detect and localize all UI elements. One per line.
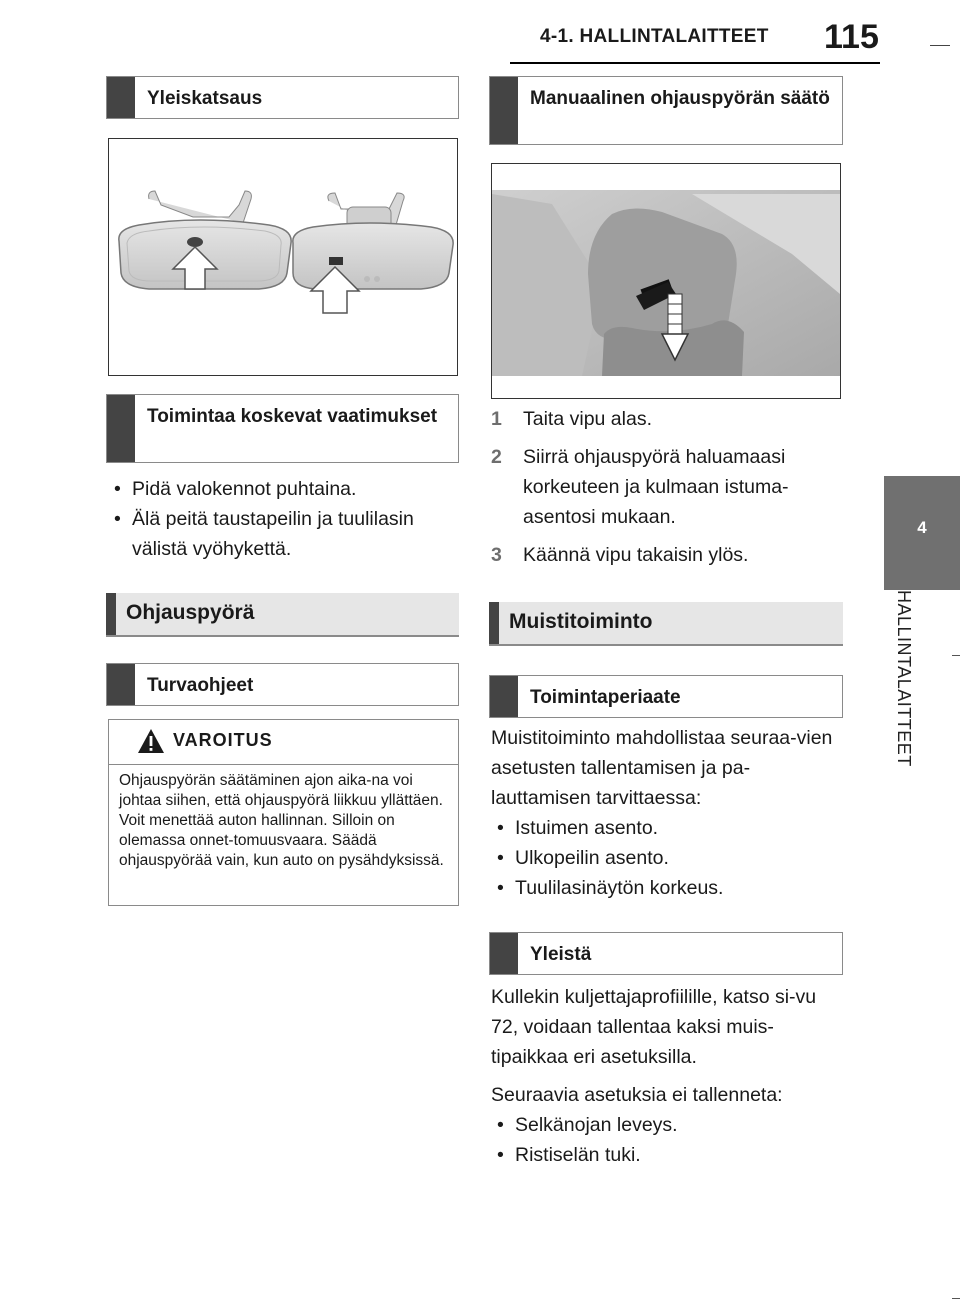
list-item: • Selkänojan leveys.: [491, 1110, 833, 1140]
warning-text: Ohjauspyörän säätäminen ajon aika-na voi johtaa siihen, että ohjauspyörä liikkuu yllättäen. Voit menettää auton hallinnan. Silloin on olemassa onnet-tomuusvaara. Säädä ohjauspyörää vain, kun auto on pysähdyksissä.: [119, 772, 444, 869]
overview-heading-box: [106, 76, 459, 119]
light-sensor-icon: [329, 257, 343, 265]
chapter-title: HALLINTALAITTEET: [894, 590, 914, 767]
list-item: 1 Taita vipu alas.: [491, 408, 652, 430]
manual-heading: Manuaalinen ohjauspyörän säätö: [530, 88, 830, 109]
general-heading-box: [489, 932, 843, 975]
list-item: • Ulkopeilin asento.: [491, 843, 833, 873]
memory-heading: Muistitoiminto: [509, 610, 653, 633]
warning-box: [108, 719, 459, 906]
safety-heading-box: [106, 663, 459, 706]
list-item: 3 Käännä vipu takaisin ylös.: [491, 544, 749, 566]
section-title: 4-1. HALLINTALAITTEET: [540, 26, 769, 47]
list-item: • Tuulilasinäytön korkeus.: [491, 873, 833, 903]
side-tick: [952, 655, 960, 656]
list-item: • Älä peitä taustapeilin ja tuulilasin välistä vyöhykettä.: [108, 504, 458, 564]
steering-heading-box: [106, 593, 459, 637]
safety-heading: Turvaohjeet: [147, 675, 254, 696]
requirements-heading-box: [106, 394, 459, 463]
overview-heading: Yleiskatsaus: [147, 88, 263, 109]
header-tick: [930, 45, 950, 46]
chapter-number: 4: [917, 518, 927, 537]
principle-heading: Toimintaperiaate: [530, 687, 681, 708]
manual-heading-box: [489, 76, 843, 145]
list-item: 2 Siirrä ohjauspyörä haluamaasi korkeuteen ja kulmaan istuma-asentosi mukaan.: [491, 446, 789, 528]
principle-intro: Muistitoiminto mahdollistaa seuraa-vien asetusten tallentamisen ja pa-lauttamisen tarvittaessa:: [491, 727, 833, 809]
not-saved-intro: Seuraavia asetuksia ei tallenneta:: [491, 1084, 783, 1106]
steering-column-illustration: [492, 164, 840, 398]
page-number: 115: [824, 18, 879, 56]
general-heading: Yleistä: [530, 944, 592, 965]
list-item: • Pidä valokennot puhtaina.: [108, 474, 458, 504]
general-text: Kullekin kuljettajaprofiilille, katso si-vu 72, voidaan tallentaa kaksi muis-tipaikkaa eri asetuksilla.: [491, 986, 817, 1068]
warning-title: VAROITUS: [173, 730, 273, 750]
list-item: • Ristiselän tuki.: [491, 1140, 833, 1170]
general-section: [491, 982, 833, 1170]
requirements-list: [108, 474, 458, 564]
warning-triangle-icon: [137, 728, 165, 754]
memory-heading-box: [489, 602, 843, 646]
side-tick: [952, 1298, 960, 1299]
mirror-figure: [108, 138, 458, 376]
steps-list: [491, 404, 841, 570]
steering-figure: [491, 163, 841, 399]
warning-header: [109, 720, 458, 765]
mirror-illustration: [109, 139, 457, 375]
header-rule: [510, 62, 880, 64]
principle-section: [491, 723, 833, 903]
steering-heading: Ohjauspyörä: [126, 601, 255, 624]
light-sensor-icon: [187, 237, 203, 247]
list-item: • Istuimen asento.: [491, 813, 833, 843]
requirements-heading: Toimintaa koskevat vaatimukset: [147, 406, 438, 427]
principle-heading-box: [489, 675, 843, 718]
